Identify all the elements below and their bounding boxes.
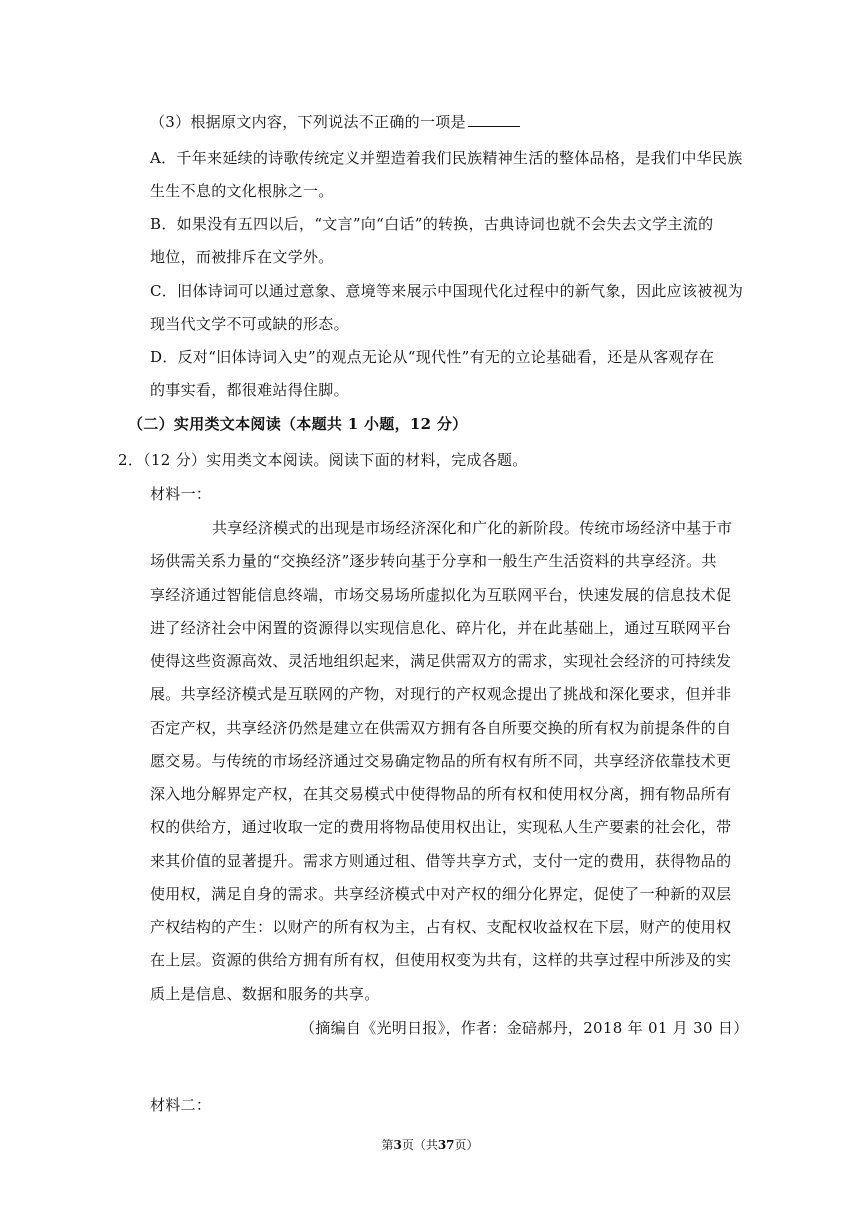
paragraph-line: 在上层。资源的供给方拥有所有权，但使用权变为共有，这样的共享过程中所涉及的实 <box>150 951 732 969</box>
paragraph-line: 产权结构的产生：以财产的所有权为主，占有权、支配权收益权在下层，财产的使用权 <box>150 918 732 936</box>
material2-label: 材料二： <box>150 1096 212 1114</box>
paragraph-line: 权的供给方，通过收取一定的费用将物品使用权出让，实现私人生产要素的社会化，带 <box>150 818 732 836</box>
section-heading: （二）实用类文本阅读（本题共 1 小题，12 分） <box>128 415 468 433</box>
answer-blank <box>468 112 520 127</box>
source-attribution: （摘编自《光明日报》，作者：金碚郝丹，2018 年 01 月 30 日） <box>300 1019 749 1037</box>
question2-stem: 2．（12 分）实用类文本阅读。阅读下面的材料，完成各题。 <box>118 451 528 469</box>
paragraph-line: 愿交易。与传统的市场经济通过交易确定物品的所有权有所不同，共享经济依靠技术更 <box>150 752 732 770</box>
option-c-line2: 现当代文学不可或缺的形态。 <box>150 315 349 333</box>
footer-prefix: 第 <box>381 1138 394 1152</box>
option-b-line1: B．如果没有五四以后，“文言”向“白话”的转换，古典诗词也就不会失去文学主流的 <box>150 215 714 233</box>
option-d-line2: 的事实看，都很难站得住脚。 <box>150 381 349 399</box>
option-d-line1: D．反对“旧体诗词入史”的观点无论从“现代性”有无的立论基础看，还是从客观存在 <box>150 348 715 366</box>
footer-page-number: 3 <box>393 1138 402 1152</box>
option-b-line2: 地位，而被排斥在文学外。 <box>150 248 334 266</box>
paragraph-line: 来其价值的显著提升。需求方则通过租、借等共享方式，支付一定的费用，获得物品的 <box>150 852 732 870</box>
paragraph-line: 共享经济模式的出现是市场经济深化和广化的新阶段。传统市场经济中基于市 <box>212 519 733 537</box>
option-a-line2: 生生不息的文化根脉之一。 <box>150 182 334 200</box>
paragraph-line: 使用权，满足自身的需求。共享经济模式中对产权的细分化界定，促使了一种新的双层 <box>150 885 732 903</box>
paragraph-line: 使得这些资源高效、灵活地组织起来，满足供需双方的需求，实现社会经济的可持续发 <box>150 652 732 670</box>
footer-total-pages: 37 <box>437 1138 455 1152</box>
paragraph-line: 进了经济社会中闲置的资源得以实现信息化、碎片化，并在此基础上，通过互联网平台 <box>150 619 732 637</box>
footer-suffix: 页） <box>454 1138 479 1152</box>
footer-middle: 页（共 <box>401 1138 438 1152</box>
paragraph-line: 否定产权，共享经济仍然是建立在供需双方拥有各自所要交换的所有权为前提条件的自 <box>150 719 732 737</box>
question3-stem <box>150 112 520 132</box>
paragraph-line: 展。共享经济模式是互联网的产物，对现行的产权观念提出了挑战和深化要求，但并非 <box>150 685 732 703</box>
paragraph-line: 享经济通过智能信息终端，市场交易场所虚拟化为互联网平台，快速发展的信息技术促 <box>150 586 732 604</box>
material1-label: 材料一： <box>150 485 212 503</box>
option-a-line1: A．千年来延续的诗歌传统定义并塑造着我们民族精神生活的整体品格，是我们中华民族 <box>150 149 743 167</box>
paragraph-line: 深入地分解界定产权，在其交易模式中使得物品的所有权和使用权分离，拥有物品所有 <box>150 785 732 803</box>
paragraph-line: 质上是信息、数据和服务的共享。 <box>150 985 380 1003</box>
paragraph-line: 场供需关系力量的“交换经济”逐步转向基于分享和一般生产生活资料的共享经济。共 <box>150 552 717 570</box>
option-c-line1: C．旧体诗词可以通过意象、意境等来展示中国现代化过程中的新气象，因此应该被视为 <box>150 282 744 300</box>
page-footer <box>0 1137 860 1153</box>
question3-stem-text: （3）根据原文内容，下列说法不正确的一项是 <box>150 113 466 131</box>
